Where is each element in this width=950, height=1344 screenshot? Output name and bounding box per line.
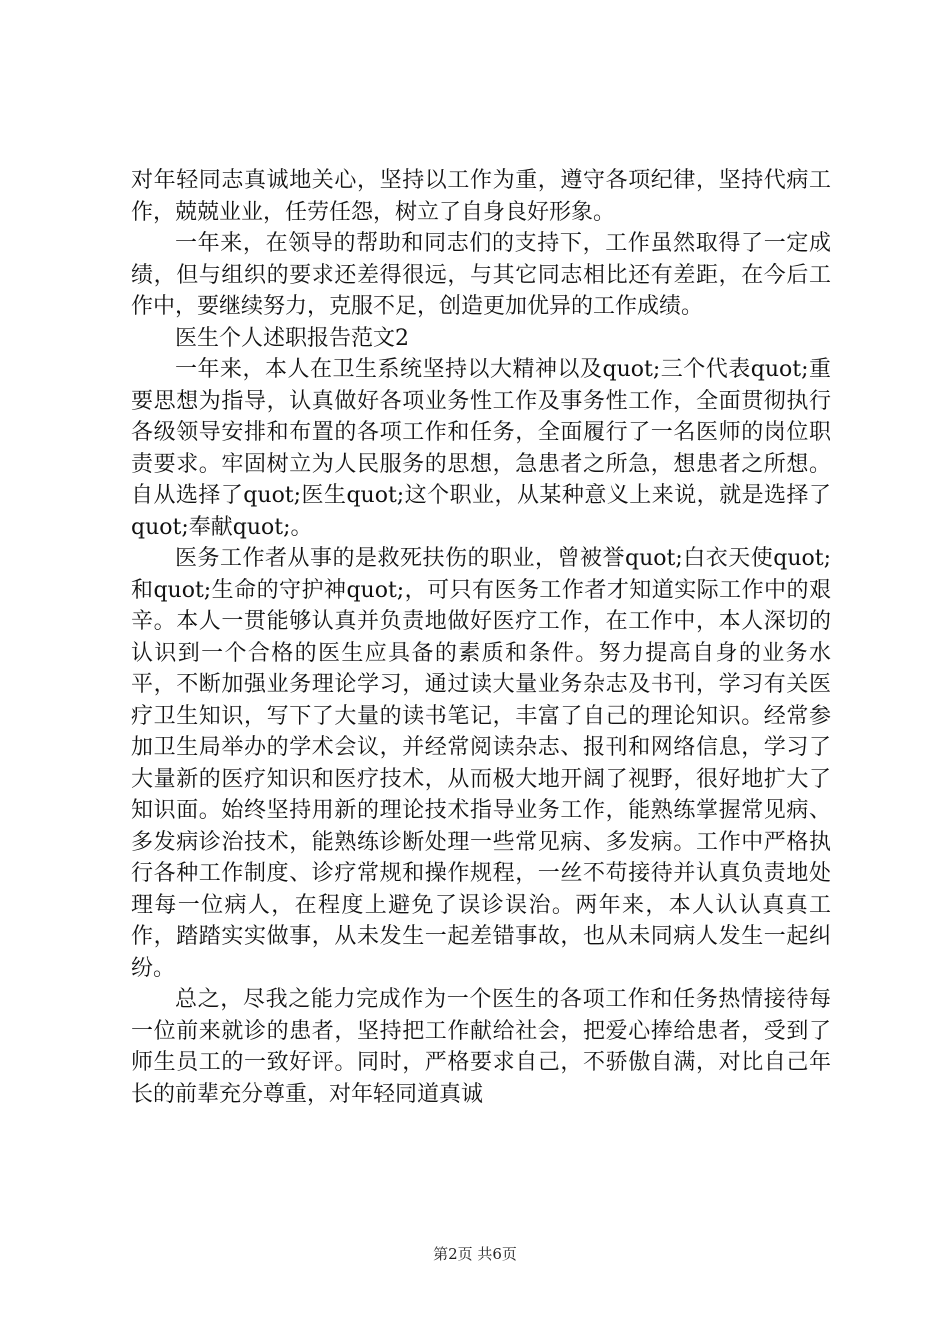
paragraph-work: 医务工作者从事的是救死扶伤的职业，曾被誉quot;白衣天使quot;和quot;生命的守护神quot;，可只有医务工作者才知道实际工作中的艰辛。本人一贯能够认真并负责地做好医疗工作，在工作中，本人深切的认识到一个合格的医生应具备的素质和条件。努力提高自身的业务水平，不断加强业务理论学习，通过读大量业务杂志及书刊，学习有关医疗卫生知识，写下了大量的读书笔记，丰富了自己的理论知识。经常参加卫生局举办的学术会议，并经常阅读杂志、报刊和网络信息，学习了大量新的医疗知识和医疗技术，从而极大地开阔了视野，很好地扩大了知识面。始终坚持用新的理论技术指导业务工作，能熟练掌握常见病、多发病诊治技术，能熟练诊断处理一些常见病、多发病。工作中严格执行各种工作制度、诊疗常规和操作规程，一丝不苟接待并认真负责地处理每一位病人，在程度上避免了误诊误治。两年来，本人认认真真工作，踏踏实实做事，从未发生一起差错事故，也从未同病人发生一起纠纷。: [131, 546, 831, 981]
page-number-footer: 第2页 共6页: [433, 1245, 517, 1263]
paragraph-continuation: 对年轻同志真诚地关心，坚持以工作为重，遵守各项纪律，坚持代病工作，兢兢业业，任劳任怨，树立了自身良好形象。: [131, 168, 831, 225]
paragraph-summary: 一年来，在领导的帮助和同志们的支持下，工作虽然取得了一定成绩，但与组织的要求还差得很远，与其它同志相比还有差距，在今后工作中，要继续努力，克服不足，创造更加优异的工作成绩。: [131, 231, 831, 319]
section-heading: 医生个人述职报告范文2: [175, 325, 409, 351]
paragraph-conclusion: 总之，尽我之能力完成作为一个医生的各项工作和任务热情接待每一位前来就诊的患者，坚持把工作献给社会，把爱心捧给患者，受到了师生员工的一致好评。同时，严格要求自己，不骄傲自满，对比自己年长的前辈充分尊重，对年轻同道真诚: [131, 987, 831, 1107]
document-body: [131, 165, 831, 1110]
paragraph-intro: 一年来，本人在卫生系统坚持以大精神以及quot;三个代表quot;重要思想为指导，认真做好各项业务性工作及事务性工作，全面贯彻执行各级领导安排和布置的各项工作和任务，全面履行了一名医师的岗位职责要求。牢固树立为人民服务的思想，急患者之所急，想患者之所想。自从选择了quot;医生quot;这个职业，从某种意义上来说，就是选择了quot;奉献quot;。: [131, 357, 831, 540]
